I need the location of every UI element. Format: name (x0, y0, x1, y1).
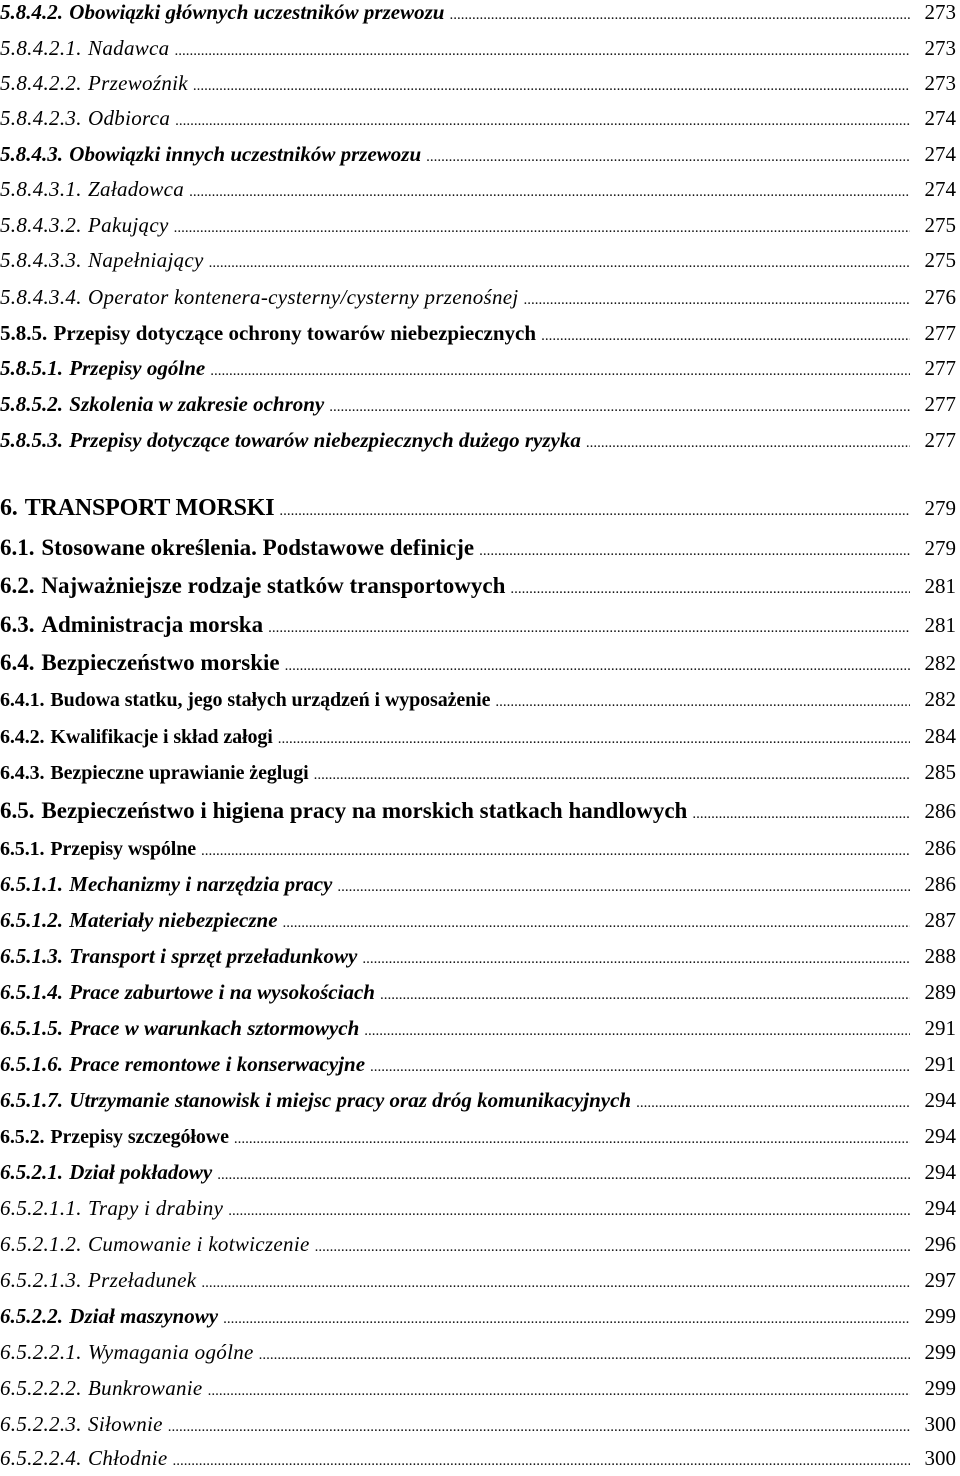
dot-leader (228, 1204, 910, 1219)
toc-entry-page-number: 300 (924, 1446, 956, 1470)
toc-entry-title: Bezpieczeństwo i higiena pracy na morskich statkach handlowych (41, 798, 688, 823)
toc-entry-label (0, 838, 196, 861)
toc-entry-number: 5.8.5.2. (0, 392, 63, 416)
dot-leader (174, 44, 910, 59)
toc-entry-page-number: 294 (924, 1160, 956, 1184)
toc-entry-label (0, 726, 273, 749)
toc-entry[interactable] (0, 1412, 956, 1442)
toc-entry-number: 6.4.1. (0, 689, 45, 711)
toc-entry-page-number: 299 (924, 1340, 956, 1364)
toc-entry-number: 6.5.2.2.4. (0, 1446, 82, 1470)
toc-entry[interactable] (0, 0, 956, 30)
toc-entry-page-number: 274 (924, 177, 956, 201)
toc-entry-number: 6.5.2.2.2. (0, 1376, 82, 1400)
toc-entry-label (0, 248, 204, 273)
toc-entry-page-number: 274 (924, 106, 956, 130)
toc-entry-number: 6.3. (0, 612, 35, 637)
toc-entry-page-number: 287 (924, 908, 956, 932)
toc-entry-number: 6.4.2. (0, 726, 45, 748)
toc-entry-number: 6.5.2.2.1. (0, 1340, 82, 1364)
dot-leader (168, 1420, 910, 1435)
toc-entry[interactable] (0, 1016, 956, 1046)
toc-entry-page-number: 300 (924, 1412, 956, 1436)
toc-entry-label (0, 798, 687, 824)
toc-entry-page-number: 275 (924, 248, 956, 272)
toc-entry-page-number: 281 (924, 574, 956, 598)
dot-leader (329, 400, 910, 415)
toc-entry[interactable] (0, 285, 956, 315)
toc-entry-number: 6. (0, 495, 18, 521)
dot-leader (175, 114, 910, 129)
toc-entry[interactable] (0, 177, 956, 207)
dot-leader (636, 1096, 910, 1111)
toc-entry-page-number: 288 (924, 944, 956, 968)
dot-leader (278, 732, 910, 747)
toc-entry-page-number: 299 (924, 1376, 956, 1400)
toc-entry[interactable] (0, 944, 956, 974)
toc-entry-label (0, 1340, 254, 1365)
toc-entry-page-number: 277 (924, 428, 956, 452)
dot-leader (314, 768, 910, 783)
toc-entry[interactable] (0, 71, 956, 101)
toc-entry-title: Wymagania ogólne (88, 1340, 254, 1364)
toc-entry-title: Przepisy wspólne (50, 838, 197, 860)
toc-entry-page-number: 281 (924, 613, 956, 637)
toc-entry[interactable] (0, 1446, 956, 1476)
toc-entry-number: 5.8.4.2.2. (0, 71, 82, 95)
toc-entry-label (0, 285, 519, 310)
toc-entry-title: Napełniający (88, 248, 204, 272)
dot-leader (524, 293, 910, 308)
toc-entry-title: Nadawca (88, 36, 170, 60)
toc-entry-title: Utrzymanie stanowisk i miejsc pracy oraz dróg komunikacyjnych (69, 1088, 632, 1112)
toc-entry-page-number: 285 (924, 760, 956, 784)
toc-entry-label (0, 1052, 365, 1077)
toc-entry-page-number: 282 (924, 651, 956, 675)
toc-entry-label (0, 71, 188, 96)
toc-entry[interactable] (0, 495, 956, 525)
toc-entry-number: 5.8.5.3. (0, 428, 63, 452)
toc-entry-title: TRANSPORT MORSKI (24, 495, 275, 521)
toc-entry-title: Pakujący (88, 213, 169, 237)
toc-entry-title: Najważniejsze rodzaje statków transportowych (41, 573, 506, 598)
toc-entry-page-number: 289 (924, 980, 956, 1004)
toc-entry-label (0, 213, 169, 238)
toc-entry-label (0, 1196, 223, 1221)
toc-entry[interactable] (0, 1340, 956, 1370)
toc-entry-label (0, 392, 324, 417)
toc-entry-number: 6.5.1.5. (0, 1016, 63, 1040)
dot-leader (337, 880, 910, 895)
toc-entry-label (0, 1016, 359, 1041)
toc-entry-number: 6.2. (0, 573, 35, 598)
toc-entry-page-number: 273 (924, 71, 956, 95)
dot-leader (234, 1132, 910, 1147)
toc-entry[interactable] (0, 356, 956, 386)
toc-entry[interactable] (0, 1268, 956, 1298)
toc-entry[interactable] (0, 392, 956, 422)
toc-entry-title: Dział pokładowy (69, 1160, 213, 1184)
toc-entry-number: 5.8.4.2.1. (0, 36, 82, 60)
dot-leader (380, 988, 910, 1003)
dot-leader (174, 221, 910, 236)
toc-entry-page-number: 294 (924, 1196, 956, 1220)
toc-entry-title: Przepisy dotyczące towarów niebezpiecznych dużego ryzyka (69, 428, 581, 452)
dot-leader (495, 695, 910, 710)
toc-entry[interactable] (0, 428, 956, 458)
toc-entry[interactable] (0, 836, 956, 866)
dot-leader (208, 1384, 910, 1399)
toc-entry-page-number: 282 (924, 687, 956, 711)
toc-entry-title: Materiały niebezpieczne (69, 908, 278, 932)
dot-leader (362, 952, 910, 967)
toc-entry-number: 6.5.2.2.3. (0, 1412, 82, 1436)
toc-entry[interactable] (0, 321, 956, 351)
dot-leader (210, 364, 910, 379)
toc-entry-page-number: 273 (924, 0, 956, 24)
toc-entry[interactable] (0, 1160, 956, 1190)
toc-entry-label (0, 1160, 212, 1185)
toc-entry-number: 6.5. (0, 798, 35, 823)
dot-leader (370, 1060, 910, 1075)
toc-entry-label (0, 356, 205, 381)
dot-leader (209, 256, 910, 271)
toc-entry-label (0, 1088, 631, 1113)
toc-entry-label (0, 689, 490, 712)
toc-entry[interactable] (0, 798, 956, 828)
toc-entry-page-number: 273 (924, 36, 956, 60)
toc-entry-label (0, 908, 278, 933)
dot-leader (279, 504, 910, 519)
toc-entry-number: 5.8.5.1. (0, 356, 63, 380)
toc-entry[interactable] (0, 908, 956, 938)
dot-leader (479, 544, 910, 559)
toc-entry-label (0, 1376, 203, 1401)
dot-leader (586, 436, 910, 451)
toc-entry-label (0, 612, 263, 638)
toc-entry-label (0, 1126, 229, 1149)
toc-entry-number: 6.5.2.1.2. (0, 1232, 82, 1256)
toc-entry-number: 6.4.3. (0, 762, 45, 784)
toc-entry-page-number: 294 (924, 1124, 956, 1148)
toc-entry[interactable] (0, 1124, 956, 1154)
toc-entry-number: 6.5.1.6. (0, 1052, 63, 1076)
toc-entry-number: 6.4. (0, 650, 35, 675)
toc-entry-page-number: 276 (924, 285, 956, 309)
toc-entry-number: 6.5.2.1. (0, 1160, 63, 1184)
toc-entry-number: 5.8.4.3.3. (0, 248, 82, 272)
toc-entry-title: Prace remontowe i konserwacyjne (69, 1052, 366, 1076)
dot-leader (201, 844, 910, 859)
toc-entry-title: Stosowane określenia. Podstawowe definicje (41, 535, 475, 560)
toc-entry[interactable] (0, 650, 956, 680)
dot-leader (217, 1168, 910, 1183)
toc-entry-page-number: 275 (924, 213, 956, 237)
toc-entry-label (0, 142, 421, 167)
toc-entry-page-number: 277 (924, 392, 956, 416)
toc-entry-title: Transport i sprzęt przeładunkowy (69, 944, 358, 968)
toc-entry-title: Cumowanie i kotwiczenie (88, 1232, 310, 1256)
toc-entry[interactable] (0, 872, 956, 902)
toc-entry-title: Szkolenia w zakresie ochrony (69, 392, 325, 416)
dot-leader (259, 1348, 910, 1363)
toc-entry-title: Obowiązki innych uczestników przewozu (69, 142, 422, 166)
toc-entry-page-number: 286 (924, 872, 956, 896)
toc-entry-page-number: 297 (924, 1268, 956, 1292)
toc-entry[interactable] (0, 142, 956, 172)
toc-entry-page-number: 291 (924, 1052, 956, 1076)
toc-entry-number: 6.5.1.7. (0, 1088, 63, 1112)
toc-entry-number: 5.8.5. (0, 321, 48, 345)
dot-leader (449, 8, 910, 23)
toc-entry-label (0, 1412, 163, 1437)
toc-entry-page-number: 291 (924, 1016, 956, 1040)
toc-entry[interactable] (0, 724, 956, 754)
toc-entry-label (0, 106, 170, 131)
toc-entry-page-number: 296 (924, 1232, 956, 1256)
toc-entry[interactable] (0, 535, 956, 565)
toc-entry-title: Bezpieczeństwo morskie (41, 650, 280, 675)
toc-entry[interactable] (0, 980, 956, 1010)
toc-entry-label (0, 1304, 218, 1329)
toc-entry[interactable] (0, 1304, 956, 1334)
toc-entry[interactable] (0, 573, 956, 603)
toc-entry-number: 6.5.1.2. (0, 908, 63, 932)
toc-entry-page-number: 286 (924, 836, 956, 860)
toc-entry-page-number: 299 (924, 1304, 956, 1328)
toc-entry-title: Prace w warunkach sztormowych (69, 1016, 360, 1040)
toc-entry-title: Odbiorca (88, 106, 171, 130)
toc-entry-label (0, 980, 375, 1005)
toc-entry-label (0, 762, 309, 785)
toc-entry-number: 6.5.2.1.3. (0, 1268, 82, 1292)
toc-entry-label (0, 0, 444, 25)
toc-entry[interactable] (0, 687, 956, 717)
toc-entry-page-number: 294 (924, 1088, 956, 1112)
toc-entry-title: Dział maszynowy (69, 1304, 219, 1328)
toc-entry[interactable] (0, 1052, 956, 1082)
toc-entry-title: Obowiązki głównych uczestników przewozu (69, 0, 445, 24)
toc-entry-title: Budowa statku, jego stałych urządzeń i wyposażenie (50, 689, 491, 711)
toc-entry-number: 5.8.4.3.2. (0, 213, 82, 237)
toc-entry-number: 6.5.1.3. (0, 944, 63, 968)
dot-leader (285, 659, 910, 674)
toc-entry[interactable] (0, 612, 956, 642)
toc-entry-page-number: 279 (924, 496, 956, 520)
toc-entry-number: 6.5.1. (0, 838, 45, 860)
toc-entry[interactable] (0, 106, 956, 136)
dot-leader (315, 1240, 910, 1255)
toc-entry-title: Przewoźnik (88, 71, 188, 95)
toc-entry-title: Kwalifikacje i skład załogi (50, 726, 273, 748)
toc-entry[interactable] (0, 1232, 956, 1262)
toc-entry-number: 5.8.4.2. (0, 0, 63, 24)
dot-leader (189, 185, 910, 200)
toc-entry[interactable] (0, 36, 956, 66)
toc-entry[interactable] (0, 213, 956, 243)
toc-entry-title: Operator kontenera-cysterny/cysterny przenośnej (88, 285, 519, 309)
toc-entry-number: 5.8.4.3.4. (0, 285, 82, 309)
toc-entry-number: 6.5.2.2. (0, 1304, 63, 1328)
toc-entry[interactable] (0, 1376, 956, 1406)
toc-entry-label (0, 36, 169, 61)
toc-entry-title: Prace zaburtowe i na wysokościach (69, 980, 375, 1004)
toc-entry-number: 5.8.4.3. (0, 142, 63, 166)
toc-entry[interactable] (0, 1196, 956, 1226)
toc-entry-label (0, 177, 184, 202)
toc-entry-label (0, 1232, 310, 1257)
dot-leader (172, 1454, 910, 1469)
dot-leader (364, 1024, 910, 1039)
toc-entry-number: 6.5.2.1.1. (0, 1196, 82, 1220)
toc-entry-title: Chłodnie (88, 1446, 168, 1470)
dot-leader (223, 1312, 910, 1327)
toc-entry-title: Bunkrowanie (88, 1376, 203, 1400)
toc-entry-page-number: 284 (924, 724, 956, 748)
toc-entry-title: Załadowca (88, 177, 185, 201)
dot-leader (541, 329, 910, 344)
toc-entry-label (0, 872, 332, 897)
toc-entry-number: 6.5.2. (0, 1126, 45, 1148)
toc-entry-title: Administracja morska (41, 612, 264, 637)
toc-entry-page-number: 274 (924, 142, 956, 166)
dot-leader (201, 1276, 910, 1291)
toc-entry-number: 6.5.1.4. (0, 980, 63, 1004)
dot-leader (426, 150, 910, 165)
toc-entry-label (0, 650, 280, 676)
dot-leader (510, 582, 910, 597)
toc-entry-label (0, 1268, 196, 1293)
toc-entry-title: Mechanizmy i narzędzia pracy (69, 872, 333, 896)
toc-entry-title: Przepisy ogólne (69, 356, 206, 380)
dot-leader (268, 621, 910, 636)
toc-entry-title: Trapy i drabiny (88, 1196, 224, 1220)
toc-entry-page-number: 279 (924, 536, 956, 560)
toc-entry-label (0, 944, 357, 969)
toc-entry-title: Przepisy szczegółowe (50, 1126, 229, 1148)
toc-entry-label (0, 321, 536, 346)
toc-entry-number: 6.1. (0, 535, 35, 560)
dot-leader (193, 79, 910, 94)
toc-entry-label (0, 535, 474, 561)
toc-entry-title: Siłownie (88, 1412, 163, 1436)
toc-entry-number: 6.5.1.1. (0, 872, 63, 896)
toc-entry-page-number: 277 (924, 321, 956, 345)
toc-entry-number: 5.8.4.2.3. (0, 106, 82, 130)
toc-entry-title: Przepisy dotyczące ochrony towarów niebezpiecznych (53, 321, 537, 345)
toc-entry-title: Przeładunek (88, 1268, 197, 1292)
toc-entry-label (0, 428, 581, 453)
toc-entry-label (0, 573, 505, 599)
toc-entry[interactable] (0, 248, 956, 278)
toc-entry-number: 5.8.4.3.1. (0, 177, 82, 201)
toc-entry-label (0, 495, 274, 522)
toc-entry[interactable] (0, 1088, 956, 1118)
toc-entry-page-number: 277 (924, 356, 956, 380)
dot-leader (283, 916, 910, 931)
toc-entry-page-number: 286 (924, 799, 956, 823)
toc-entry[interactable] (0, 760, 956, 790)
dot-leader (692, 807, 910, 822)
toc-entry-title: Bezpieczne uprawianie żeglugi (50, 762, 309, 784)
toc-entry-label (0, 1446, 167, 1471)
